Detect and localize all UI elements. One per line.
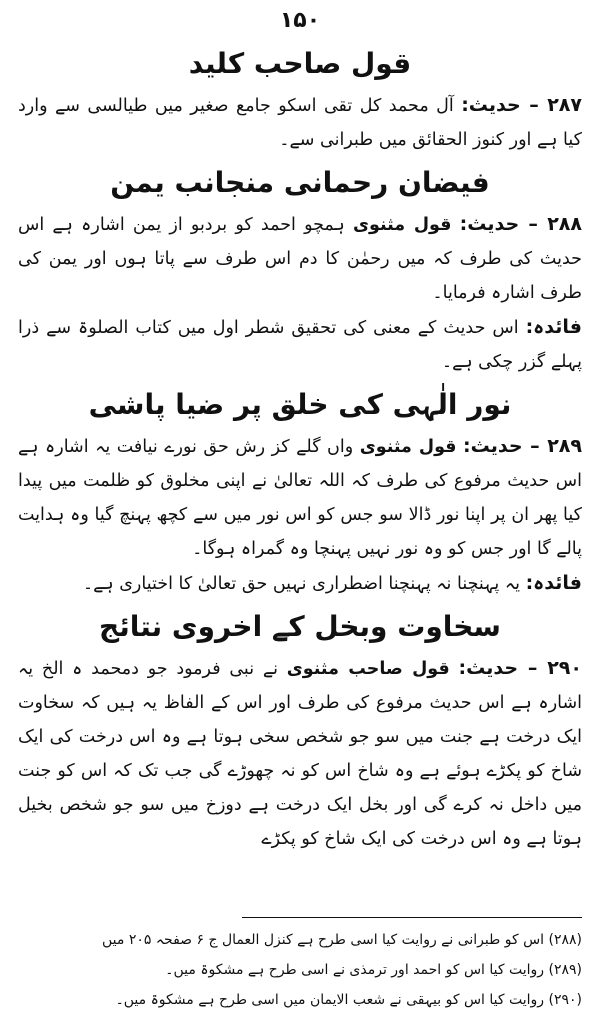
hadith-text: آل محمد کل تقی اسکو جامع صغیر میں طیالسی سے وارد کیا ہے اور کنوز الحقائق میں طبرانی سے۔ [18,96,582,150]
hadith-entry: ۲۸۹ – حدیث: قول مثنوی واں گلے کز رش حق نورے نیافت یہ اشارہ ہے اس حدیث مرفوع کی طرف کہ اللہ تعالیٰ نے اپنی مخلوق کو ظلمت میں پیدا کیا پھر ان پر اپنا نور ڈالا سو جس کو اس نور میں سے کچھ پہنچ گیا وہ ہدایت پالے گا اور جس کو وہ نور نہیں پہنچا وہ گمراہ ہوگا۔ [18,435,582,559]
page-number: ۱۵۰ [279,8,321,33]
hadith-entry: ۲۸۷ – حدیث: آل محمد کل تقی اسکو جامع صغیر میں طیالسی سے وارد کیا ہے اور کنوز الحقائق میں طبرانی سے۔ [18,94,582,150]
benefit-text: اس حدیث کے معنی کی تحقیق شطر اول میں کتاب الصلوۃ سے ذرا پہلے گزر چکی ہے۔ [18,318,582,372]
hadith-text: ہمچو احمد کو بردبو از یمن اشارہ ہے اس حدیث کی طرف کہ میں رحمٰن کا دم اس طرف سے پاتا ہوں اور یمن کی طرف اشارہ فرمایا۔ [18,215,582,303]
footnote-text: روایت کیا اس کو احمد اور ترمذی نے اسی طرح ہے مشکوۃ میں۔ [165,962,545,978]
hadith-number: ۲۸۷ [547,94,582,116]
benefit-text: یہ پہنچنا نہ پہنچنا اضطراری نہیں حق تعالیٰ کا اختیاری ہے۔ [82,574,520,594]
hadith-number: ۲۸۹ [547,435,582,457]
section-heading: قول صاحب کلید [188,47,412,80]
footnotes [18,925,582,1015]
hadith-label: حدیث: [461,94,521,116]
footnote [18,985,582,1015]
hadith-text: نے نبی فرمود جو دمحمد ہ الخ یہ اشارہ ہے اس حدیث مرفوع کی طرف اور اس کے الفاظ یہ ہیں کہ سخاوت ایک درخت ہے جنت میں سو جو شخص سخی ہوتا ہے وہ اس درخت کی ایک شاخ کو پکڑے ہوئے ہے وہ شاخ اس کو نہ چھوڑے گی جب تک کہ اس کو جنت میں داخل نہ کرے گی اور بخل ایک درخت ہے دوزخ میں سو جو شخص بخیل ہوتا ہے وہ اس درخت کی ایک شاخ کو پکڑے [18,659,582,849]
hadith-number: ۲۹۰ [547,657,582,679]
hadith-label: حدیث: [463,435,523,457]
hadith-source: قول مثنوی [352,215,452,235]
footnote [18,955,582,985]
hadith-label: حدیث: [458,657,519,679]
benefit-note [18,310,582,379]
footnote-ref: (۲۸۸) [548,932,582,948]
hadith-label: حدیث: [459,213,520,235]
hadith-number: ۲۸۸ [547,213,582,235]
section-heading: سخاوت وبخل کے اخروی نتائج [99,610,501,643]
hadith-entry: ۲۹۰ – حدیث: قول صاحب مثنوی نے نبی فرمود جو دمحمد ہ الخ یہ اشارہ ہے اس حدیث مرفوع کی طرف اور اس کے الفاظ یہ ہیں کہ سخاوت ایک درخت ہے جنت میں سو جو شخص سخی ہوتا ہے وہ اس درخت کی ایک شاخ کو پکڑے ہوئے ہے وہ شاخ اس کو نہ چھوڑے گی جب تک کہ اس کو جنت میں داخل نہ کرے گی اور بخل ایک درخت ہے دوزخ میں سو جو شخص بخیل ہوتا ہے وہ اس درخت کی ایک شاخ کو پکڑے [18,657,582,849]
footnote-ref: (۲۸۹) [548,962,582,978]
footnote-text: روایت کیا اس کو بیہقی نے شعب الایمان میں اسی طرح ہے مشکوۃ میں۔ [115,992,545,1008]
hadith-source: قول مثنوی [359,437,457,457]
hadith-source: قول صاحب مثنوی [286,659,450,679]
benefit-label: فائدہ: [525,316,582,338]
section-heading: نور الٰہی کی خلق پر ضیا پاشی [88,388,512,421]
footnote-ref: (۲۹۰) [548,992,582,1008]
hadith-text: واں گلے کز رش حق نورے نیافت یہ اشارہ ہے اس حدیث مرفوع کی طرف کہ اللہ تعالیٰ نے اپنی مخلوق کو ظلمت میں پیدا کیا پھر ان پر اپنا نور ڈالا سو جس کو اس نور میں سے کچھ پہنچ گیا وہ ہدایت پالے گا اور جس کو وہ نور نہیں پہنچا وہ گمراہ ہوگا۔ [18,437,582,559]
section-heading: فیضان رحمانی منجانب یمن [110,166,490,199]
footnote [18,925,582,955]
benefit-label: فائدہ: [525,572,582,594]
footnote-text: اس کو طبرانی نے روایت کیا اسی طرح ہے کنزل العمال ج ۶ صفحہ ۲۰۵ میں [101,932,545,948]
hadith-entry: ۲۸۸ – حدیث: قول مثنوی ہمچو احمد کو بردبو از یمن اشارہ ہے اس حدیث کی طرف کہ میں رحمٰن کا دم اس طرف سے پاتا ہوں اور یمن کی طرف اشارہ فرمایا۔ [18,213,582,303]
footnote-divider [242,917,582,918]
benefit-note [18,566,582,601]
